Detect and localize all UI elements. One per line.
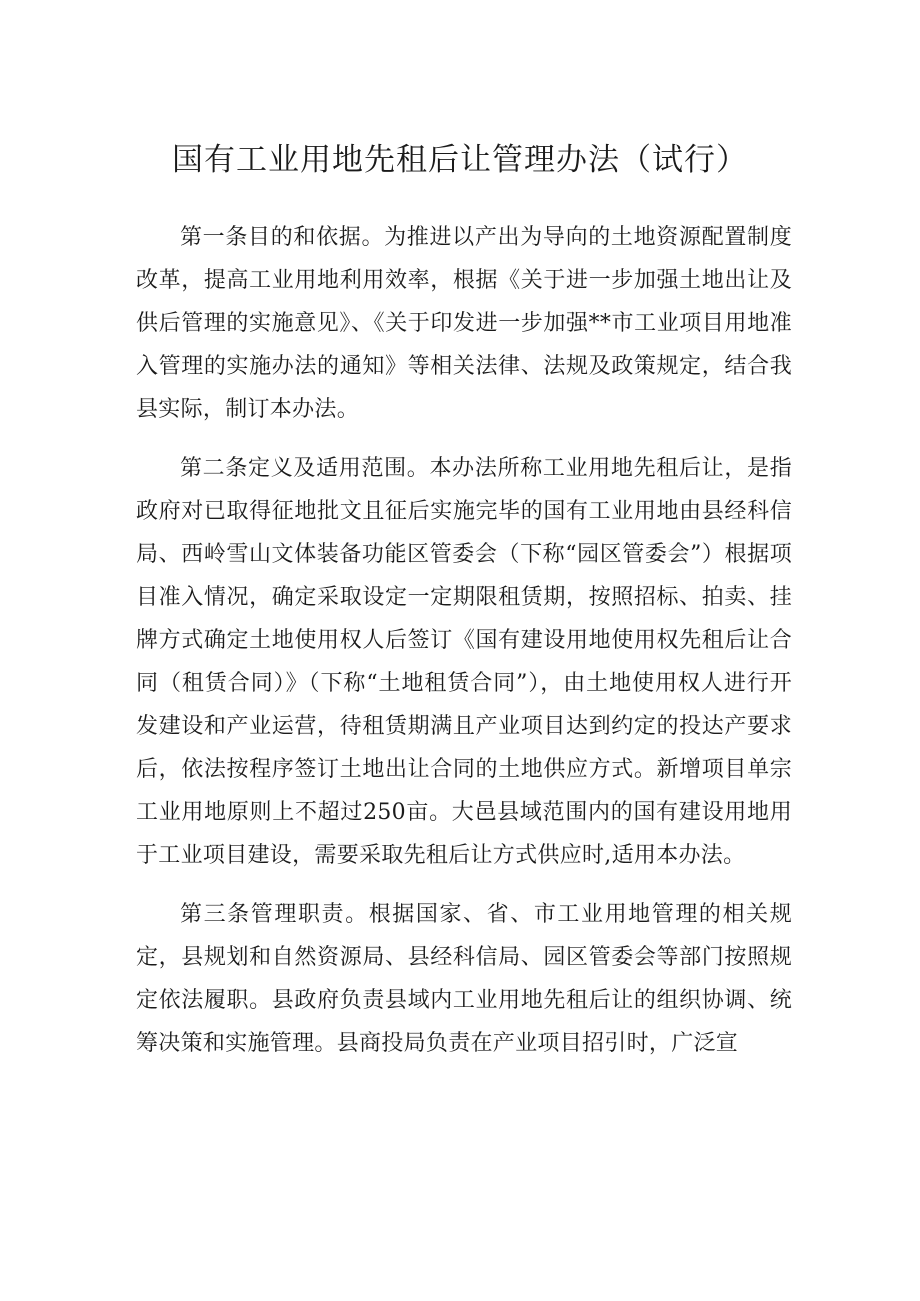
article-3-paragraph: 第三条管理职责。根据国家、省、市工业用地管理的相关规定，县规划和自然资源局、县经科信局、园区管委会等部门按照规定依法履职。县政府负责县域内工业用地先租后让的组织协调、统筹决策和实施管理。县商投局负责在产业项目招引时，广泛宣 (136, 902, 792, 1056)
article-1-paragraph: 第一条目的和依据。为推进以产出为导向的土地资源配置制度改革，提高工业用地利用效率，根据《关于进一步加强土地出让及供后管理的实施意见》、《关于印发进一步加强**市工业项目用地准入管理的实施办法的通知》等相关法律、法规及政策规定，结合我县实际，制订本办法。 (136, 225, 792, 422)
document-body (136, 216, 792, 1065)
article-2-paragraph: 第二条定义及适用范围。本办法所称工业用地先租后让，是指政府对已取得征地批文且征后实施完毕的国有工业用地由县经科信局、西岭雪山文体装备功能区管委会（下称“园区管委会”）根据项目准入情况，确定采取设定一定期限租赁期，按照招标、拍卖、挂牌方式确定土地使用权人后签订《国有建设用地使用权先租后让合同（租赁合同）》（下称“土地租赁合同”），由土地使用权人进行开发建设和产业运营，待租赁期满且产业项目达到约定的投达产要求后，依法按程序签订土地出让合同的土地供应方式。新增项目单宗工业用地原则上不超过250亩。大邑县域范围内的国有建设用地用于工业项目建设，需要采取先租后让方式供应时,适用本办法。 (136, 456, 792, 868)
document-title: 国有工业用地先租后让管理办法（试行） (172, 142, 748, 178)
